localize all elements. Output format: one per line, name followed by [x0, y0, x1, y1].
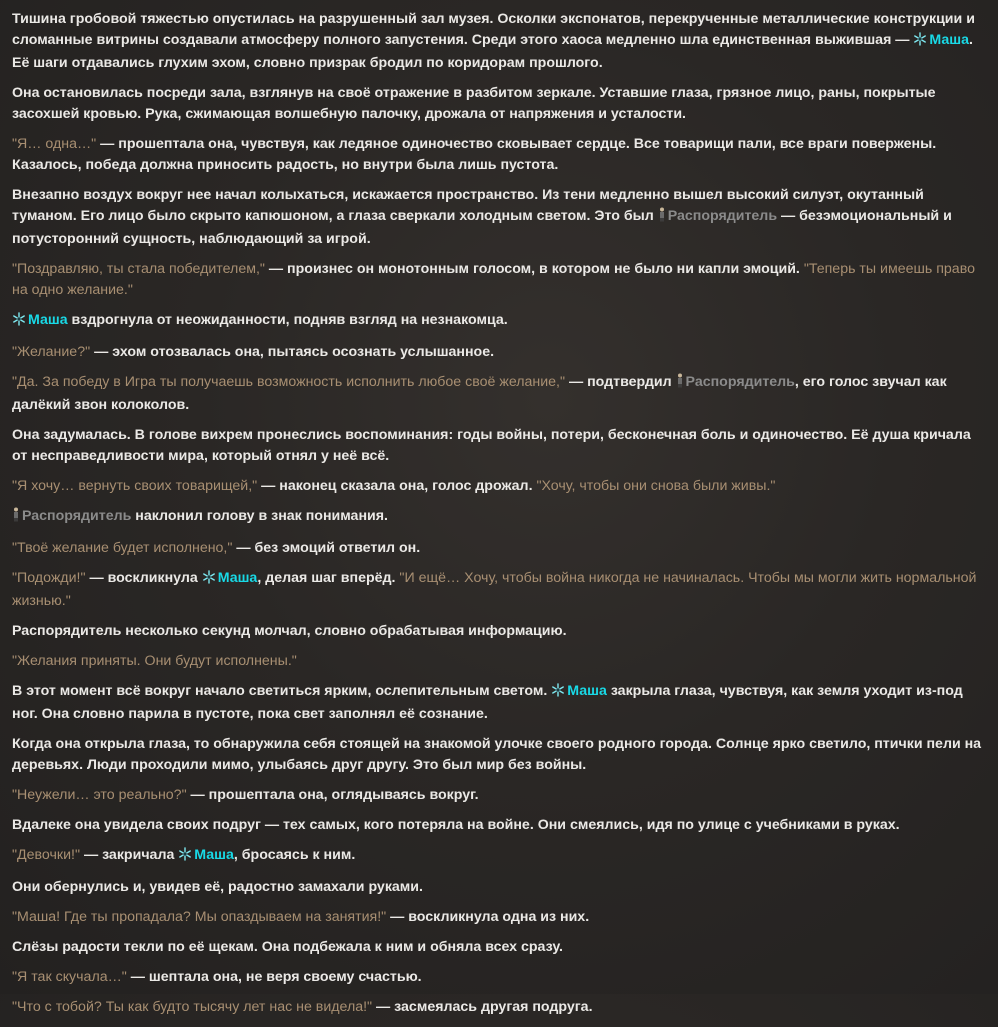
narration-text: Внезапно воздух вокруг нее начал колыхаться, искажается пространство. Из тени медленно вышел высокий силуэт, окутанный туманом. Его лицо было скрыто капюшоном, а глаза сверкали холодным светом. Это был [12, 187, 924, 224]
character-name-steward: Распорядитель [685, 374, 795, 390]
narration-text: — прошептала она, чувствуя, как ледяное одиночество сковывает сердце. Все товарищи пали, все враги повержены. Казалось, победа должна приносить радость, но внутри была лишь пустота. [12, 136, 937, 173]
narration-text: Она остановилась посреди зала, взглянув на своё отражение в разбитом зеркале. Уставшие глаза, грязное лицо, раны, покрытые засохшей кровью. Рука, сжимающая волшебную палочку, дрожала от напряжения и усталости. [12, 85, 936, 122]
story-paragraph [12, 734, 988, 776]
snowflake-icon [551, 683, 565, 704]
snowflake-icon [178, 847, 192, 868]
narration-text: Они обернулись и, увидев её, радостно замахали руками. [12, 879, 423, 895]
story-paragraph [12, 310, 988, 333]
narration-text: Распорядитель несколько секунд молчал, словно обрабатывая информацию. [12, 623, 567, 639]
narration-text: , бросаясь к ним. [233, 847, 356, 863]
story-paragraph [12, 259, 988, 301]
story-paragraph [12, 967, 988, 988]
story-paragraph [12, 506, 988, 529]
dialogue-quote: "Подожди!" [12, 570, 86, 586]
dialogue-quote: "Что с тобой? Ты как будто тысячу лет нас не видела!" [12, 999, 373, 1015]
narration-text: Она задумалась. В голове вихрем пронеслись воспоминания: годы войны, потери, бесконечная боль и одиночество. Её душа кричала от несправедливости мира, который отнял у неё всё. [12, 427, 971, 464]
narration-text: — наконец сказала она, голос дрожал. [257, 478, 537, 494]
dialogue-quote: "Неужели… это реально?" [12, 787, 187, 803]
dialogue-quote: "Я… одна…" [12, 136, 97, 152]
character-name-steward: Распорядитель [667, 208, 778, 224]
narration-text: — воскликнула одна из них. [386, 909, 590, 925]
story-paragraph [12, 937, 988, 958]
narration-text: Тишина гробовой тяжестью опустилась на разрушенный зал музея. Осколки экспонатов, перекрученные металлические конструкции и сломанные витрины создавали атмосферу полного запустения. Среди этого хаоса медленно шла единственная выжившая — [12, 11, 975, 48]
story-paragraph [12, 9, 988, 74]
character-name-masha: Маша [28, 312, 68, 328]
figure-icon [12, 507, 20, 529]
story-paragraph [12, 815, 988, 836]
dialogue-quote: "Хочу, чтобы они снова были живы." [536, 478, 776, 494]
narration-text: Когда она открыла глаза, то обнаружила себя стоящей на знакомой улочке своего родного города. Солнце ярко светило, птички пели на деревьях. Люди проходили мимо, улыбаясь друг другу. Это был мир без войны. [12, 736, 982, 773]
narration-text: наклонил голову в знак понимания. [131, 508, 388, 524]
story-paragraph [12, 681, 988, 725]
narration-text: — закричала [80, 847, 179, 863]
story-paragraph [12, 997, 988, 1018]
story-paragraph [12, 476, 988, 497]
snowflake-icon [913, 32, 927, 53]
story-paragraph [12, 907, 988, 928]
dialogue-quote: "Маша! Где ты пропадала? Мы опаздываем на занятия!" [12, 909, 387, 925]
story-paragraph [12, 538, 988, 559]
snowflake-icon [12, 312, 26, 333]
narration-text: — произнес он монотонным голосом, в котором не было ни капли эмоций. [264, 261, 804, 277]
dialogue-quote: "Девочки!" [12, 847, 80, 863]
narration-text: , делая шаг вперёд. [257, 570, 400, 586]
character-name-steward: Распорядитель [22, 508, 132, 524]
story-paragraph [12, 845, 988, 868]
character-name-masha: Маша [194, 847, 234, 863]
story-paragraph [12, 185, 988, 250]
character-name-masha: Маша [567, 683, 607, 699]
narration-text: закрыла глаза, чувствуя, как земля уходит из-под ног. Она словно парила в пустоте, пока свет заполнял её сознание. [12, 683, 963, 722]
narration-text: — эхом отозвалась она, пытаясь осознать услышанное. [90, 344, 495, 360]
narration-text: В этот момент всё вокруг начало светиться ярким, ослепительным светом. [12, 683, 552, 699]
narration-text: Вдалеке она увидела своих подруг — тех самых, кого потеряла на войне. Они смеялись, идя по улице с учебниками в руках. [12, 817, 900, 833]
narration-text: — без эмоций ответил он. [232, 540, 421, 556]
narration-text: — прошептала она, оглядываясь вокруг. [186, 787, 479, 803]
narration-text: , его голос звучал как далёкий звон колоколов. [12, 374, 947, 413]
snowflake-icon [202, 570, 216, 591]
dialogue-quote: "Твоё желание будет исполнено," [12, 540, 233, 556]
dialogue-quote: "Поздравляю, ты стала победителем," [12, 261, 265, 277]
story-paragraph [12, 568, 988, 612]
dialogue-quote: "Я так скучала…" [12, 969, 127, 985]
story-paragraph [12, 785, 988, 806]
dialogue-quote: "Я хочу… вернуть своих товарищей," [12, 478, 258, 494]
story-text [12, 9, 988, 1027]
dialogue-quote: "Теперь ты имеешь право на одно желание." [12, 261, 975, 298]
narration-text: . Её шаги отдавались глухим эхом, словно призрак бродил по коридорам прошлого. [12, 32, 973, 71]
story-paragraph [12, 372, 988, 416]
character-name-masha: Маша [217, 570, 258, 586]
figure-icon [658, 207, 666, 229]
narration-text: — шептала она, не веря своему счастью. [126, 969, 422, 985]
narration-text: — воскликнула [85, 570, 202, 586]
story-paragraph [12, 621, 988, 642]
figure-icon [676, 373, 684, 395]
dialogue-quote: "И ещё… Хочу, чтобы война никогда не начиналась. Чтобы мы могли жить нормальной жизнью." [12, 570, 977, 609]
dialogue-quote: "Желание?" [12, 344, 91, 360]
narration-text: вздрогнула от неожиданности, подняв взгляд на незнакомца. [67, 312, 508, 328]
character-name-masha: Маша [929, 32, 970, 48]
story-paragraph [12, 425, 988, 467]
story-paragraph [12, 83, 988, 125]
narration-text: — подтвердил [565, 374, 676, 390]
narration-text: — безэмоциональный и потусторонний сущность, наблюдающий за игрой. [12, 208, 952, 247]
narration-text: — засмеялась другая подруга. [372, 999, 593, 1015]
dialogue-quote: "Да. За победу в Игра ты получаешь возможность исполнить любое своё желание," [12, 374, 566, 390]
story-paragraph [12, 877, 988, 898]
dialogue-quote: "Желания приняты. Они будут исполнены." [12, 653, 297, 669]
story-paragraph [12, 134, 988, 176]
narration-text: Слёзы радости текли по её щекам. Она подбежала к ним и обняла всех сразу. [12, 939, 563, 955]
story-paragraph [12, 342, 988, 363]
story-paragraph [12, 651, 988, 672]
